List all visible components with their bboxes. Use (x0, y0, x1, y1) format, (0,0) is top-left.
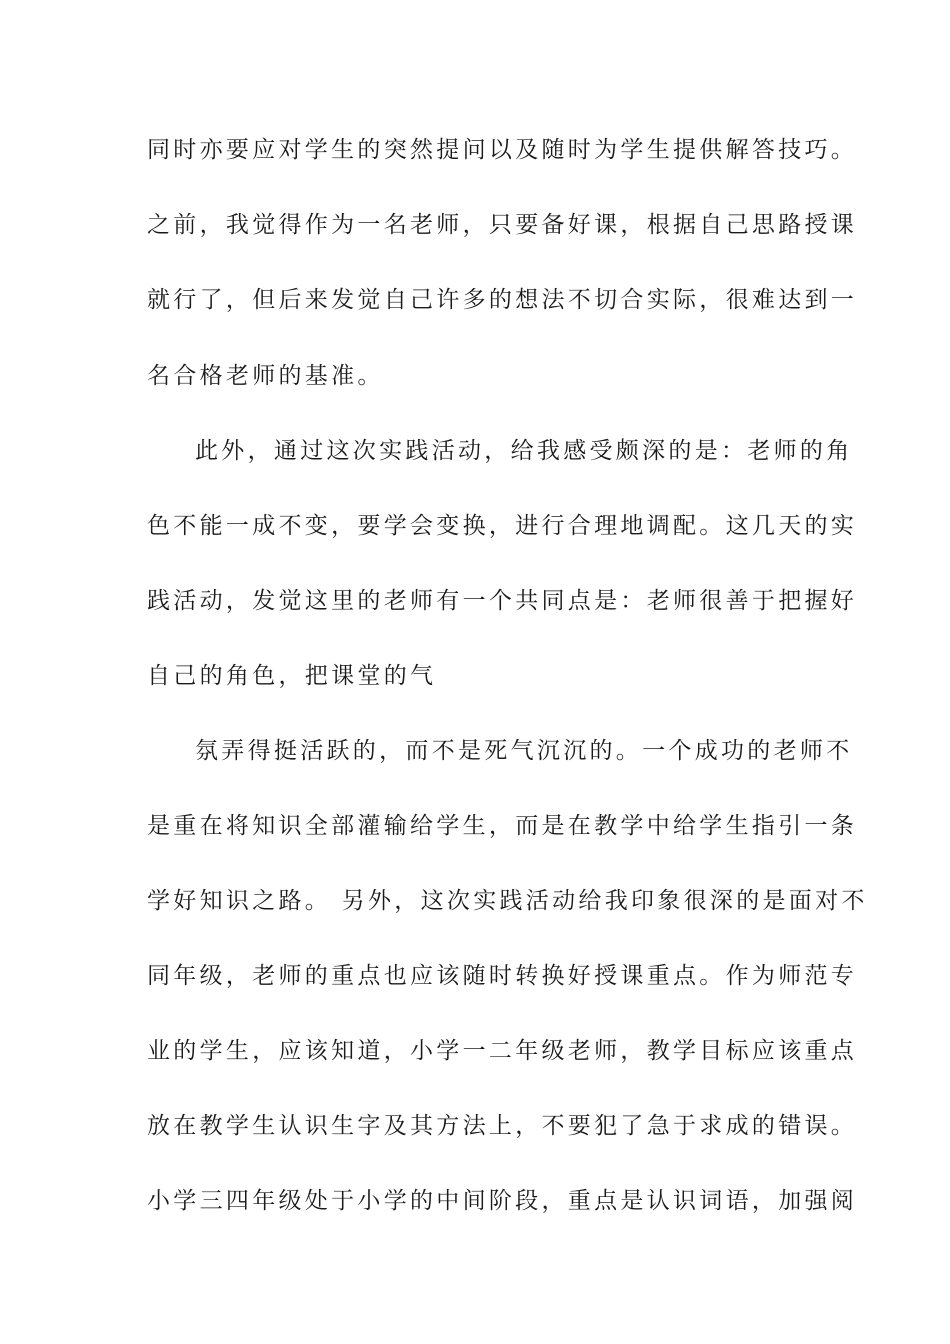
text-line: 之前，我觉得作为一名老师，只要备好课，根据自己思路授课 (147, 212, 858, 238)
paragraph-first-line: 此外，通过这次实践活动，给我感受颇深的是：老师的角 (195, 438, 853, 464)
text-line: 同年级，老师的重点也应该随时转换好授课重点。作为师范专 (147, 963, 858, 989)
text-line: 小学三四年级处于小学的中间阶段，重点是认识词语，加强阅 (147, 1188, 858, 1214)
paragraph-first-line: 氛弄得挺活跃的，而不是死气沉沉的。一个成功的老师不 (195, 738, 853, 764)
text-line: 放在教学生认识生字及其方法上，不要犯了急于求成的错误。 (147, 1113, 858, 1139)
text-line: 色不能一成不变，要学会变换，进行合理地调配。这几天的实 (147, 513, 858, 539)
text-line: 践活动，发觉这里的老师有一个共同点是：老师很善于把握好 (147, 588, 858, 614)
text-line: 自己的角色，把课堂的气 (147, 663, 437, 689)
text-line: 学好知识之路。 另外，这次实践活动给我印象很深的是面对不 (147, 888, 868, 914)
text-line: 名合格老师的基准。 (147, 363, 384, 389)
text-line: 业的学生，应该知道，小学一二年级老师，教学目标应该重点 (147, 1038, 858, 1064)
text-line: 就行了，但后来发觉自己许多的想法不切合实际，很难达到一 (147, 287, 858, 313)
text-line: 同时亦要应对学生的突然提问以及随时为学生提供解答技巧。 (147, 137, 858, 163)
text-line: 是重在将知识全部灌输给学生，而是在教学中给学生指引一条 (147, 813, 858, 839)
